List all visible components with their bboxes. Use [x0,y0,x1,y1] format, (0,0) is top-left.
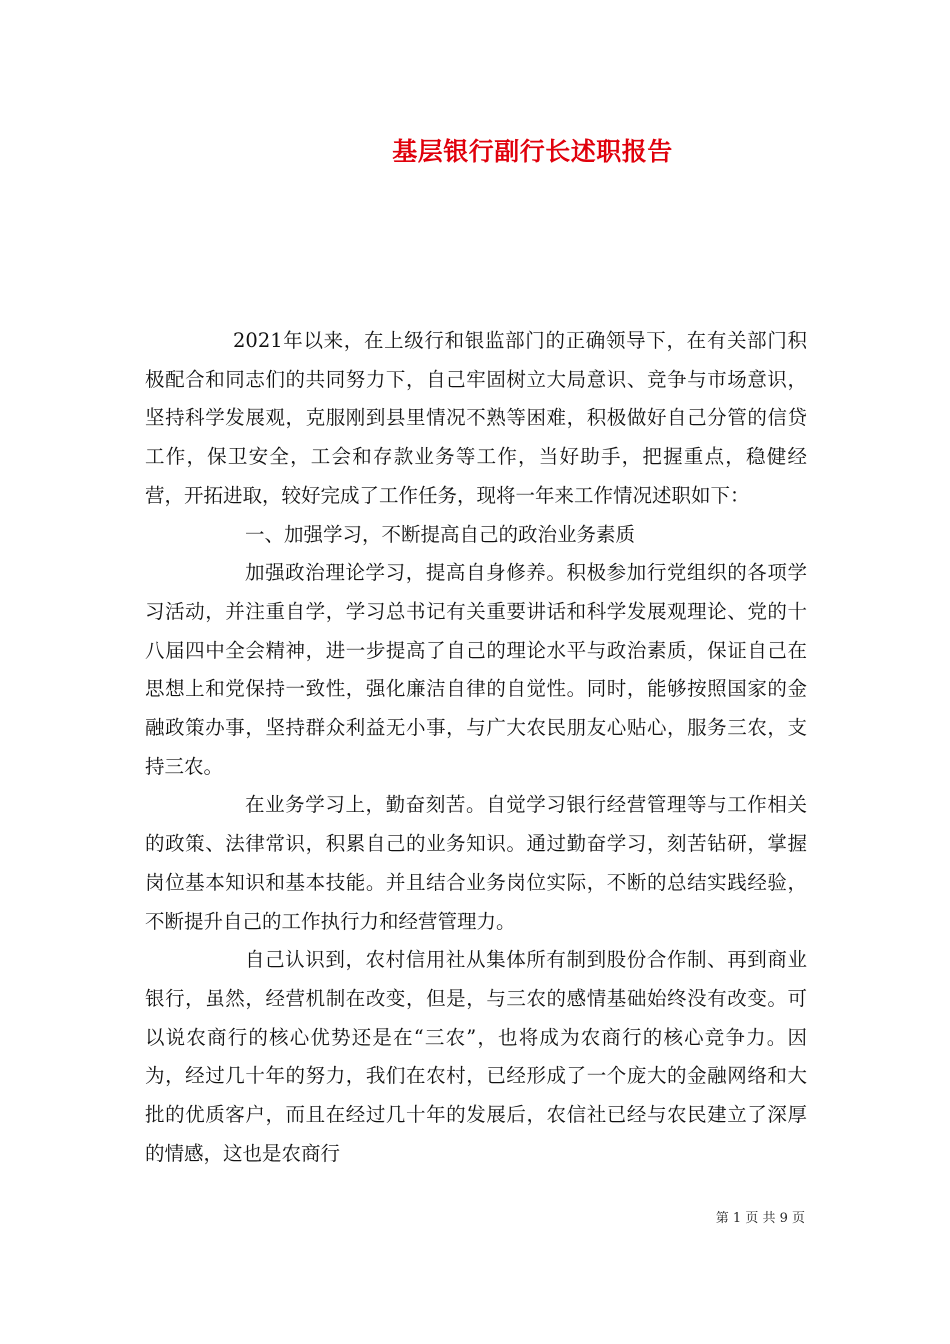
paragraph-intro: 2021年以来，在上级行和银监部门的正确领导下，在有关部门积极配合和同志们的共同努力下，自己牢固树立大局意识、竞争与市场意识，坚持科学发展观，克服刚到县里情况不熟等困难，积极做好自己分管的信贷工作，保卫安全，工会和存款业务等工作，当好助手，把握重点，稳健经营，开拓进取，较好完成了工作任务，现将一年来工作情况述职如下： [145,329,807,507]
page-number: 第 1 页 共 9 页 [715,1211,805,1226]
paragraph-political-study: 加强政治理论学习，提高自身修养。积极参加行党组织的各项学习活动，并注重自学，学习总书记有关重要讲话和科学发展观理论、党的十八届四中全会精神，进一步提高了自己的理论水平与政治素质，保证自己在思想上和党保持一致性，强化廉洁自律的自觉性。同时，能够按照国家的金融政策办事，坚持群众利益无小事，与广大农民朋友心贴心，服务三农，支持三农。 [145,561,807,778]
section-heading: 一、加强学习，不断提高自己的政治业务素质 [245,522,636,546]
document-body [145,322,807,1173]
paragraph-business-study: 在业务学习上，勤奋刻苦。自觉学习银行经营管理等与工作相关的政策、法律常识，积累自己的业务知识。通过勤奋学习，刻苦钻研，掌握岗位基本知识和基本技能。并且结合业务岗位实际，不断的总结实践经验，不断提升自己的工作执行力和经营管理力。 [145,793,807,933]
document-title: 基层银行副行长述职报告 [392,137,673,166]
paragraph-rural-advantage: 自己认识到，农村信用社从集体所有制到股份合作制、再到商业银行，虽然，经营机制在改变，但是，与三农的感情基础始终没有改变。可以说农商行的核心优势还是在“三农”，也将成为农商行的核心竞争力。因为，经过几十年的努力，我们在农村，已经形成了一个庞大的金融网络和大批的优质客户，而且在经过几十年的发展后，农信社已经与农民建立了深厚的情感，这也是农商行 [145,948,807,1165]
